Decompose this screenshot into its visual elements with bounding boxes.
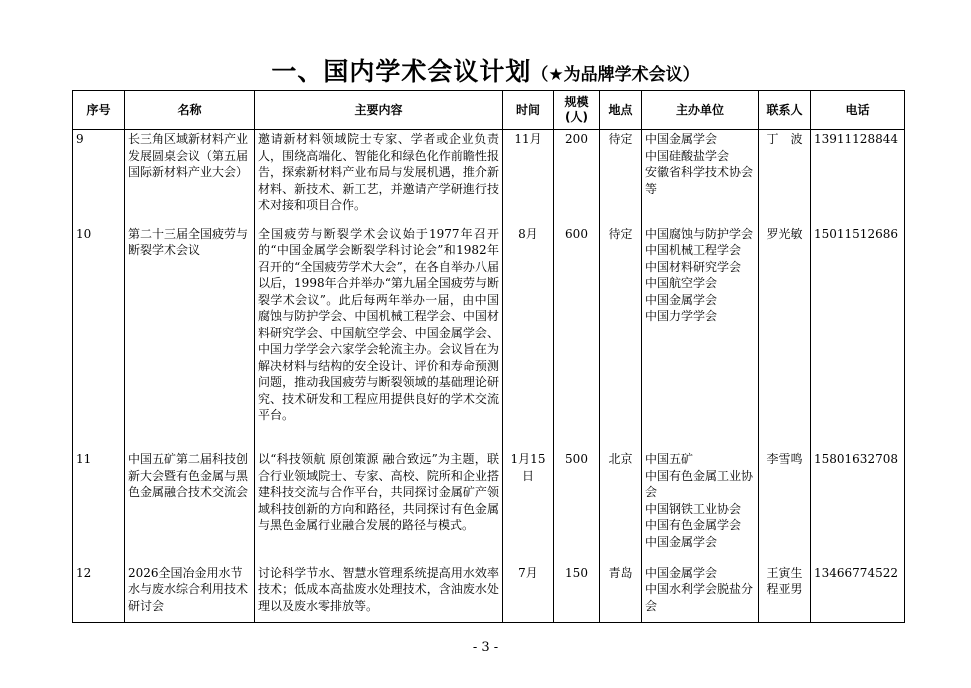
- host-item: 中国机械工程学会: [645, 243, 742, 258]
- host-item: 安徽省科学技术协会等: [645, 165, 754, 196]
- row-name: 中国五矿第二届科技创新大会暨有色金属与黑色金属融合技术交流会: [125, 450, 255, 563]
- page-title: [0, 52, 971, 88]
- row-place: 青岛: [600, 564, 642, 621]
- header-name: 名称: [125, 91, 255, 130]
- host-item: 中国水利学会脱盐分会: [645, 582, 754, 613]
- page-number: - 3 -: [472, 640, 499, 655]
- row-host: [642, 130, 759, 225]
- host-item: 中国材料研究学会: [645, 259, 742, 274]
- title-note: （★为品牌学术会议）: [531, 65, 700, 85]
- row-time: 1月15日: [503, 450, 554, 563]
- row-host: [642, 450, 759, 563]
- row-phone: 15801632708: [811, 450, 905, 563]
- conference-table: [72, 90, 905, 623]
- row-scale: 600: [554, 225, 600, 451]
- host-item: 中国力学学会: [645, 309, 718, 324]
- table-row: [73, 564, 905, 621]
- row-seq: 10: [73, 225, 125, 451]
- row-contact: 李雪鸣: [759, 450, 811, 563]
- host-item: 中国硅酸盐学会: [645, 148, 730, 163]
- row-phone: 13911128844: [811, 130, 905, 225]
- row-place: 北京: [600, 450, 642, 563]
- row-scale: 500: [554, 450, 600, 563]
- row-host: [642, 564, 759, 621]
- host-item: 中国钢铁工业协会: [645, 501, 742, 516]
- table-header-row: [73, 91, 905, 130]
- row-host: [642, 225, 759, 451]
- row-seq: 11: [73, 450, 125, 563]
- row-time: 8月: [503, 225, 554, 451]
- host-item: 中国有色金属学会: [645, 518, 742, 533]
- row-seq: 12: [73, 564, 125, 621]
- row-time: 11月: [503, 130, 554, 225]
- header-scale-label: 规模: [564, 95, 589, 109]
- header-seq: 序号: [73, 91, 125, 130]
- host-item: 中国金属学会: [645, 534, 718, 549]
- table-row: [73, 225, 905, 451]
- table-row: [73, 130, 905, 225]
- header-content: 主要内容: [255, 91, 503, 130]
- header-time: 时间: [503, 91, 554, 130]
- row-phone: 15011512686: [811, 225, 905, 451]
- row-contact: 罗光敏: [759, 225, 811, 451]
- header-host: 主办单位: [642, 91, 759, 130]
- row-contact: 丁 波: [759, 130, 811, 225]
- row-scale: 200: [554, 130, 600, 225]
- row-contact: 王寅生 程亚男: [759, 564, 811, 621]
- row-name: 第二十三届全国疲劳与断裂学术会议: [125, 225, 255, 451]
- row-place: 待定: [600, 130, 642, 225]
- host-item: 中国金属学会: [645, 132, 718, 146]
- host-item: 中国腐蚀与防护学会: [645, 226, 754, 241]
- host-item: 中国五矿: [645, 452, 694, 467]
- host-item: 中国金属学会: [645, 565, 718, 580]
- row-content: 以“科技领航 原创策源 融合致远”为主题，联合行业领域院士、专家、高校、院所和企业搭建科技交流与合作平台，共同探讨金属矿产领域科技创新的方向和路径，共同探讨有色金属与黑色金属行业融合发展的路径与模式。: [255, 450, 503, 563]
- header-scale-unit: (人): [565, 110, 588, 124]
- title-main: 一、国内学术会议计划: [271, 57, 532, 86]
- row-name: 2026全国冶金用水节水与废水综合利用技术研讨会: [125, 564, 255, 621]
- header-phone: 电话: [811, 91, 905, 130]
- row-name: 长三角区域新材料产业发展圆桌会议（第五届国际新材料产业大会）: [125, 130, 255, 225]
- header-scale: [554, 91, 600, 130]
- row-scale: 150: [554, 564, 600, 621]
- table-filler-row: [73, 621, 905, 623]
- header-contact: 联系人: [759, 91, 811, 130]
- row-seq: 9: [73, 130, 125, 225]
- row-content: 邀请新材料领域院士专家、学者或企业负责人，围绕高端化、智能化和绿色化作前瞻性报告，探索新材料产业布局与发展机遇，推介新材料、新技术、新工艺，并邀请产学研進行技术对接和项目合作。: [255, 130, 503, 225]
- row-content: 全国疲劳与断裂学术会议始于1977年召开的“中国金属学会断裂学科讨论会”和1982年召开的“全国疲劳学术大会”，在各自举办八届以后，1998年合并举办“第九届全国疲劳与断裂学术会议”。此后每两年举办一届，由中国腐蚀与防护学会、中国机械工程学会、中国材料研究学会、中国航空学会、中国金属学会、中国力学学会六家学会轮流主办。会议旨在为解决材料与结构的安全设计、评价和寿命预测问题，推动我国疲劳与断裂领域的基础理论研究、技术研发和工程应用提供良好的学术交流平台。: [255, 225, 503, 451]
- table-row: [73, 450, 905, 563]
- row-place: 待定: [600, 225, 642, 451]
- row-time: 7月: [503, 564, 554, 621]
- host-item: 中国金属学会: [645, 292, 718, 307]
- row-content: 讨论科学节水、智慧水管理系统提高用水效率技术；低成本高盐废水处理技术，含油废水处理以及废水零排放等。: [255, 564, 503, 621]
- host-item: 中国有色金属工业协会: [645, 468, 754, 500]
- host-item: 中国航空学会: [645, 276, 718, 291]
- header-place: 地点: [600, 91, 642, 130]
- row-phone: 13466774522: [811, 564, 905, 621]
